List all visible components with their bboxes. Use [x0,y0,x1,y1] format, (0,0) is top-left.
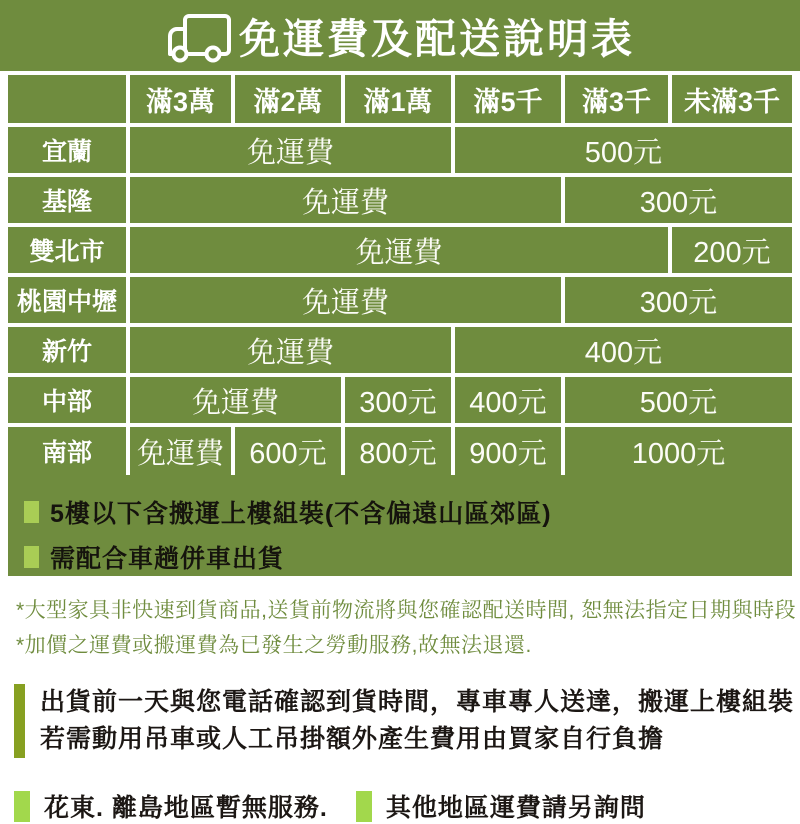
bottom-notes [14,788,800,824]
shipping-panel [8,75,792,576]
delivery-note-line2: 若需動用吊車或人工吊掛額外產生費用由買家自行負擔 [40,725,665,753]
fine-print-line: *加價之運費或搬運費為已發生之勞動服務,故無法退還. [16,634,532,657]
green-square-bullet-icon [356,791,372,822]
fee-cell: 400元 [453,325,792,375]
fine-print-line: *大型家具非快速到貨商品,送貨前物流將與您確認配送時間, 恕無法指定日期與時段 [16,599,797,622]
table-row [8,225,792,275]
green-bar-bullet-icon [14,684,25,758]
delivery-note [14,684,800,758]
column-header: 滿3千 [563,75,670,125]
green-square-bullet-icon [24,501,39,523]
fee-cell: 300元 [343,375,453,425]
table-row [8,275,792,325]
column-header: 滿3萬 [128,75,233,125]
table-row [8,425,792,475]
column-header: 滿1萬 [343,75,453,125]
fee-cell: 免運費 [128,425,233,475]
fine-print [16,593,800,663]
region-cell: 新竹 [8,325,128,375]
region-cell: 基隆 [8,175,128,225]
note-text: 5樓以下含搬運上樓組裝(不含偏遠山區郊區) [50,500,552,528]
fee-cell: 免運費 [128,375,343,425]
list-item [24,494,792,530]
list-item [24,539,792,575]
fee-cell: 免運費 [128,325,453,375]
fee-cell: 免運費 [128,125,453,175]
bottom-note-text: 其他地區運費請另詢問 [385,794,646,822]
table-row [8,375,792,425]
region-cell: 雙北市 [8,225,128,275]
fee-cell: 1000元 [563,425,792,475]
column-header: 滿2萬 [233,75,343,125]
green-square-bullet-icon [24,546,39,568]
region-cell: 中部 [8,375,128,425]
fee-cell: 600元 [233,425,343,475]
fee-cell: 400元 [453,375,563,425]
table-row [8,125,792,175]
note-text: 需配合車趟併車出貨 [50,545,285,573]
corner-cell [8,75,128,125]
shipping-fee-table [8,75,792,475]
region-cell: 宜蘭 [8,125,128,175]
green-square-bullet-icon [14,791,30,822]
fee-cell: 300元 [563,275,792,325]
fee-cell: 500元 [563,375,792,425]
fee-cell: 200元 [670,225,792,275]
table-row [8,325,792,375]
bottom-note-text: 花東. 離島地區暫無服務. [44,794,328,822]
panel-notes [8,475,792,575]
fee-cell: 900元 [453,425,563,475]
fee-cell: 500元 [453,125,792,175]
region-cell: 桃園中壢 [8,275,128,325]
column-header: 滿5千 [453,75,563,125]
title-band [0,0,800,71]
fee-cell: 免運費 [128,175,563,225]
table-row [8,175,792,225]
delivery-note-line1: 出貨前一天與您電話確認到貨時間，專車專人送達，搬運上樓組裝 [40,688,795,716]
delivery-note-text [40,684,794,758]
truck-icon [165,11,235,65]
table-header-row [8,75,792,125]
fee-cell: 免運費 [128,225,670,275]
page-title: 免運費及配送說明表 [239,16,635,62]
column-header: 未滿3千 [670,75,792,125]
region-cell: 南部 [8,425,128,475]
fee-cell: 免運費 [128,275,563,325]
fee-cell: 800元 [343,425,453,475]
fee-cell: 300元 [563,175,792,225]
